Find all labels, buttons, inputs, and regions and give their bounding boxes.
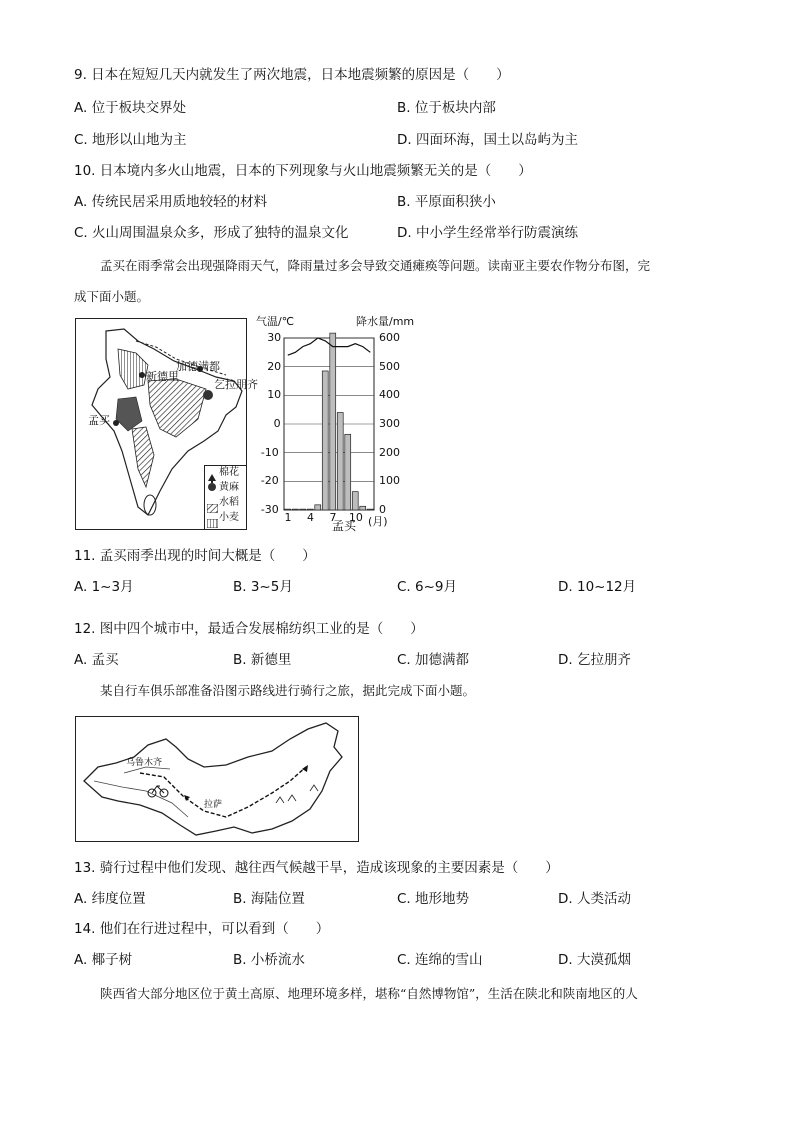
legend-label-wheat: 小麦 — [219, 512, 239, 523]
legend-label-rice: 水稻 — [219, 497, 239, 508]
precipitation-tick-label: 300 — [379, 417, 400, 430]
precipitation-bar — [345, 434, 351, 510]
map-city-mumbai: 孟买 — [88, 414, 110, 427]
question-11-option-d: D. 10~12月 — [558, 579, 637, 595]
temperature-tick-label: 30 — [267, 331, 282, 344]
legend-label-jute: 黄麻 — [219, 482, 239, 493]
precipitation-tick-label: 400 — [379, 388, 400, 402]
question-14-option-b: B. 小桥流水 — [233, 952, 305, 968]
mumbai-climate-chart — [252, 314, 415, 533]
temperature-tick-label: 0 — [273, 417, 281, 430]
question-9-option-b: B. 位于板块内部 — [397, 100, 496, 116]
question-10-option-d: D. 中小学生经常举行防震演练 — [397, 225, 578, 241]
question-13-option-d: D. 人类活动 — [558, 891, 631, 907]
intro-paragraph-3: 陕西省大部分地区位于黄土高原、地理环境多样，堪称“自然博物馆”，生活在陕北和陕南地区的人 — [100, 986, 638, 1001]
precipitation-tick-label: 0 — [379, 503, 386, 516]
precipitation-axis-title: 降水量/mm — [356, 315, 415, 328]
question-11-option-b: B. 3~5月 — [233, 579, 293, 595]
question-11-option-a: A. 1~3月 — [74, 579, 134, 595]
question-12-option-c: C. 加德满都 — [397, 652, 470, 668]
map-city-kathmandu: 加德满都 — [176, 360, 220, 373]
bicycle-icon — [148, 786, 168, 797]
precipitation-bar — [285, 509, 291, 510]
temperature-tick-label: 20 — [267, 359, 282, 373]
question-10-option-c: C. 火山周围温泉众多，形成了独特的温泉文化 — [74, 225, 349, 241]
question-9-option-d: D. 四面环海，国土以岛屿为主 — [397, 132, 578, 148]
temperature-tick-label: 10 — [267, 388, 282, 402]
route-label-lhasa: 拉萨 — [204, 800, 223, 810]
precipitation-bar — [315, 505, 321, 510]
question-13-option-b: B. 海陆位置 — [233, 891, 305, 907]
question-14-option-c: C. 连绵的雪山 — [397, 952, 483, 968]
precipitation-tick-label: 100 — [379, 474, 400, 488]
question-10-option-b: B. 平原面积狭小 — [397, 194, 496, 210]
precipitation-bar — [367, 509, 373, 510]
jute-legend-icon — [208, 483, 216, 491]
precipitation-tick-label: 600 — [379, 331, 400, 344]
question-12-option-b: B. 新德里 — [233, 652, 292, 668]
map-city-new-delhi: 新德里 — [146, 370, 179, 383]
precipitation-tick-label: 500 — [379, 359, 400, 373]
precipitation-bar — [352, 492, 358, 510]
question-13-option-a: A. 纬度位置 — [74, 891, 146, 907]
question-14-option-a: A. 椰子树 — [74, 952, 133, 968]
month-tick-label: 7 — [329, 511, 337, 524]
month-tick-label: 1 — [284, 511, 292, 524]
month-tick-label: 10 — [348, 511, 363, 524]
question-14-option-d: D. 大漠孤烟 — [558, 952, 631, 968]
question-11-option-c: C. 6~9月 — [397, 579, 457, 595]
wheat-legend-swatch — [207, 513, 218, 522]
month-axis-unit: (月) — [368, 515, 388, 528]
cycling-route-map — [75, 716, 359, 842]
intro-paragraph-1-line-2: 成下面小题。 — [74, 289, 150, 304]
map-legend — [204, 465, 246, 529]
temperature-tick-label: -20 — [260, 474, 279, 488]
question-12-option-a: A. 孟买 — [74, 652, 119, 668]
temperature-line — [288, 338, 371, 355]
precipitation-bar — [322, 371, 328, 510]
question-12-stem: 12. 图中四个城市中，最适合发展棉纺织工业的是（ ） — [74, 621, 424, 637]
map-city-cherrapunji: 乞拉朋齐 — [214, 378, 258, 391]
rice-legend-swatch — [207, 498, 218, 507]
question-13-option-c: C. 地形地势 — [397, 891, 470, 907]
temperature-tick-label: -30 — [260, 503, 279, 516]
question-12-option-d: D. 乞拉朋齐 — [558, 652, 631, 668]
precipitation-bar — [330, 333, 336, 510]
month-tick-label: 4 — [307, 511, 315, 524]
temperature-tick-label: -10 — [260, 445, 279, 459]
question-13-stem: 13. 骑行过程中他们发现、越往西气候越干旱，造成该现象的主要因素是（ ） — [74, 860, 559, 876]
temperature-axis-title: 气温/℃ — [256, 315, 295, 328]
precipitation-bar — [360, 506, 366, 510]
intro-paragraph-1-line-1: 孟买在雨季常会出现强降雨天气，降雨量过多会导致交通瘫痪等问题。读南亚主要农作物分布图，完 — [100, 258, 651, 273]
question-9-stem: 9. 日本在短短几天内就发生了两次地震，日本地震频繁的原因是（ ） — [74, 67, 510, 83]
question-11-stem: 11. 孟买雨季出现的时间大概是（ ） — [74, 548, 316, 564]
legend-label-cotton: 棉花 — [219, 467, 239, 478]
precipitation-bar — [300, 509, 306, 510]
route-label-urumqi: 乌鲁木齐 — [126, 758, 163, 768]
precipitation-bar — [292, 509, 298, 510]
precipitation-tick-label: 200 — [379, 445, 400, 459]
climate-chart-city-label: 孟买 — [332, 519, 357, 533]
question-10-stem: 10. 日本境内多火山地震，日本的下列现象与火山地震频繁无关的是（ ） — [74, 163, 532, 179]
intro-paragraph-2: 某自行车俱乐部准备沿图示路线进行骑行之旅，据此完成下面小题。 — [100, 683, 476, 698]
south-asia-crop-map — [75, 318, 258, 530]
cotton-legend-icon — [208, 468, 216, 477]
cycling-route-drawing — [76, 717, 358, 841]
question-10-option-a: A. 传统民居采用质地较轻的材料 — [74, 194, 268, 210]
precipitation-bar — [337, 413, 343, 510]
question-9-option-c: C. 地形以山地为主 — [74, 132, 187, 148]
precipitation-bar — [307, 509, 313, 510]
question-14-stem: 14. 他们在行进过程中，可以看到（ ） — [74, 921, 330, 937]
question-9-option-a: A. 位于板块交界处 — [74, 100, 187, 116]
